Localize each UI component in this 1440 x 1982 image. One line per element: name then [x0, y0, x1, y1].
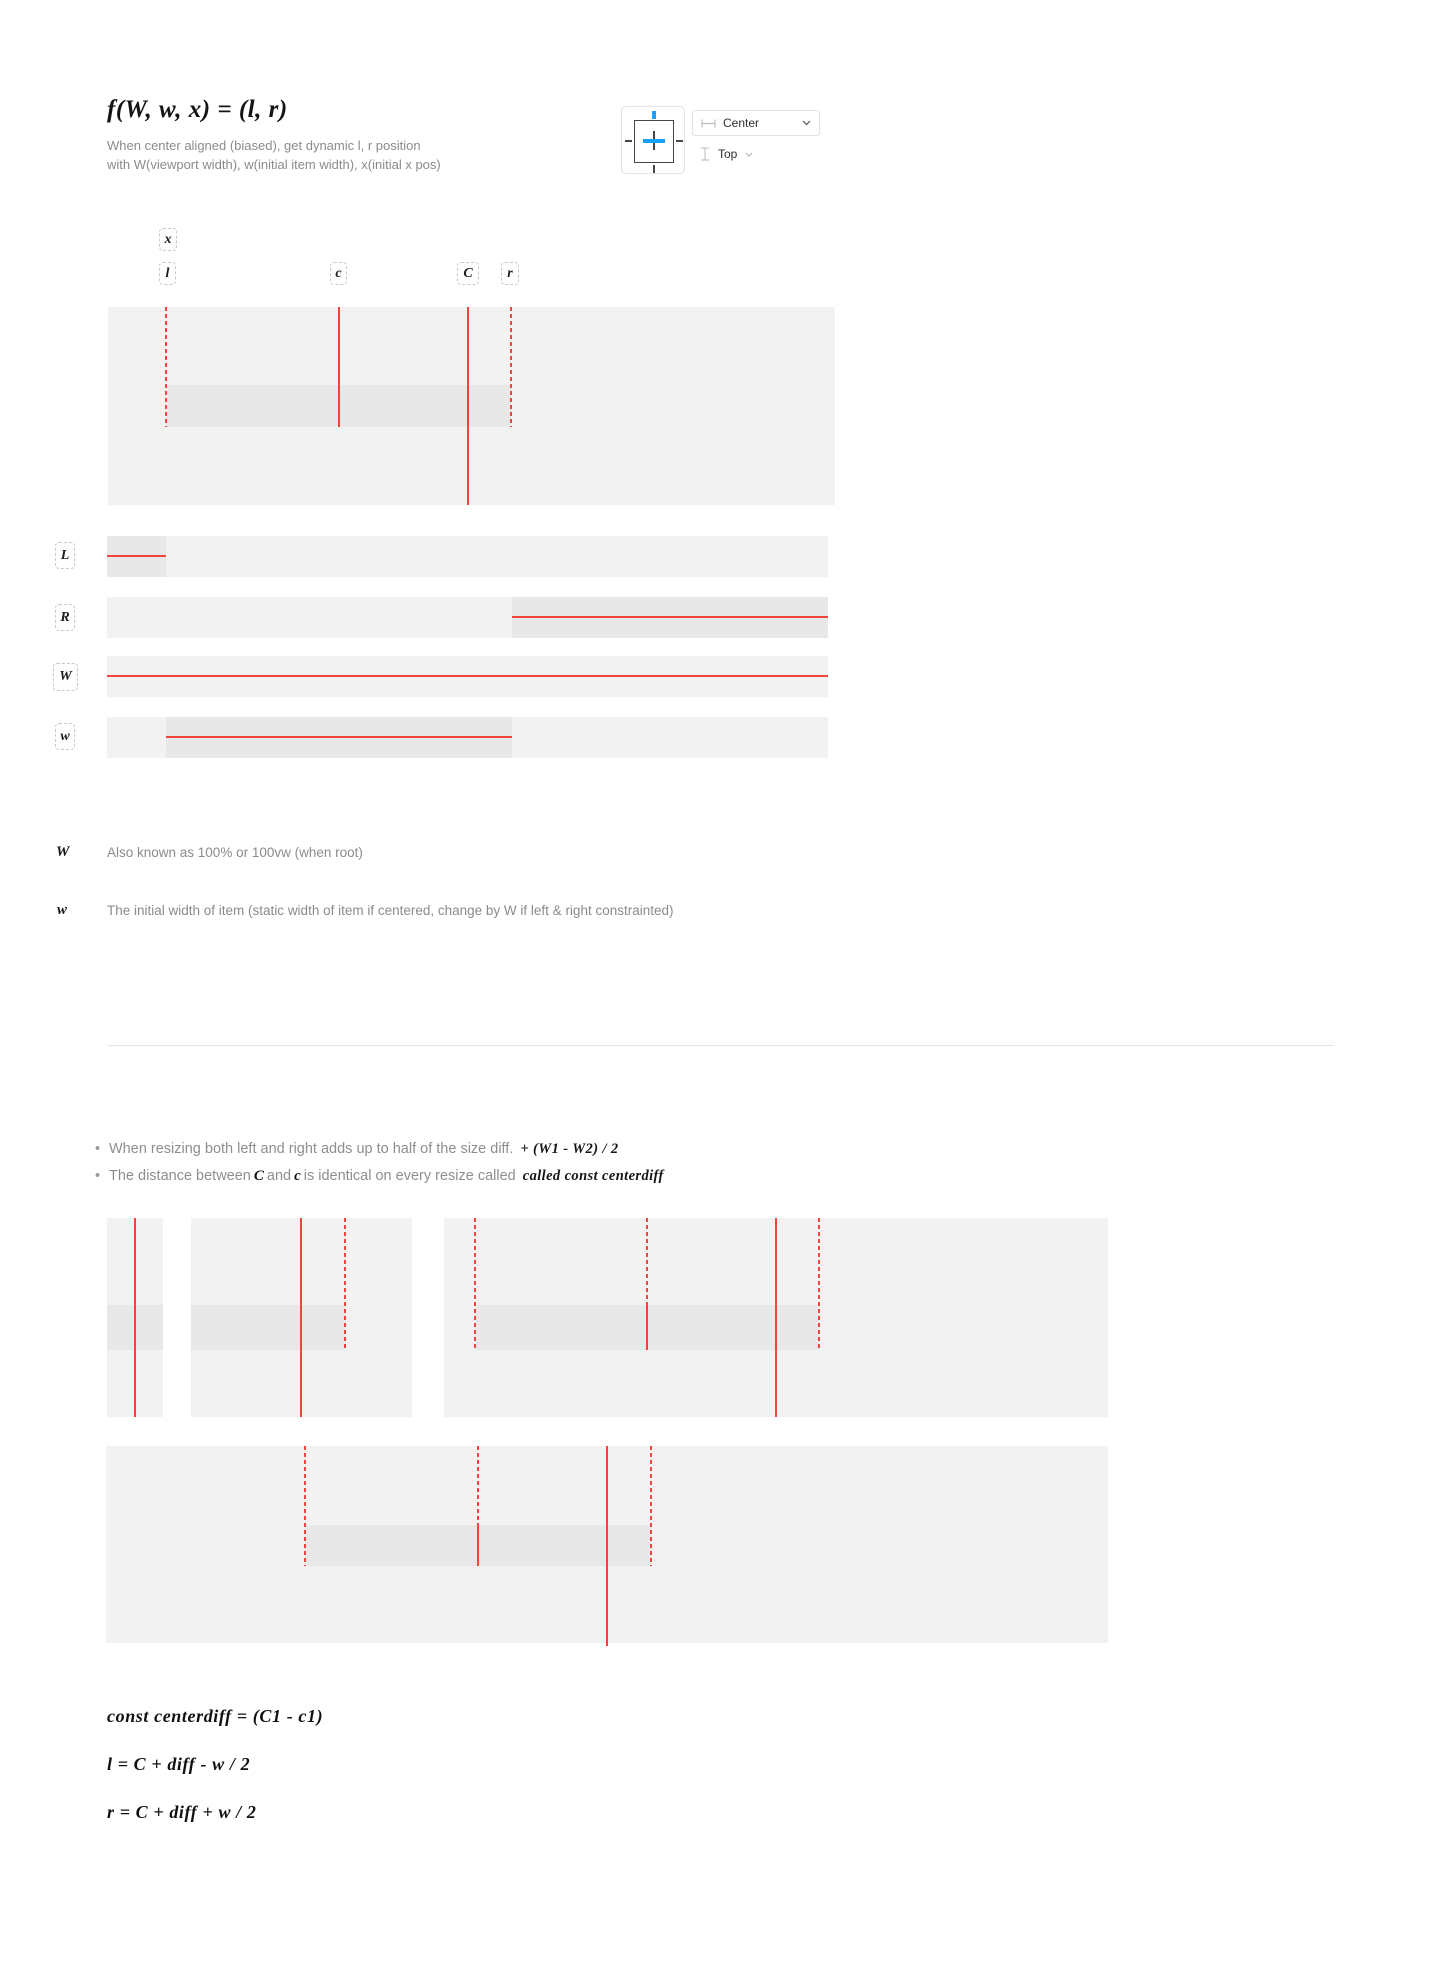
- chevron-down-icon[interactable]: [802, 120, 811, 126]
- page-title: f(W, w, x) = (l, r): [107, 96, 288, 123]
- line-C-solid: [134, 1218, 136, 1417]
- definition-w-term: w: [57, 902, 68, 918]
- row-R-segment: [512, 597, 828, 638]
- row-W-track: [107, 656, 828, 697]
- height-icon: [700, 147, 710, 161]
- row-L-track: [107, 536, 828, 577]
- line-l-dashed: [165, 307, 167, 427]
- line-C-solid: [606, 1446, 608, 1646]
- horizontal-constraint-value: Center: [723, 116, 760, 130]
- line-C-solid: [300, 1218, 302, 1417]
- row-W-measure-line: [107, 675, 828, 677]
- resize-example-small: [107, 1218, 163, 1417]
- horizontal-constraint-select[interactable]: [692, 110, 820, 136]
- bullet-2-var-C: C: [253, 1168, 264, 1184]
- subtitle-line-1: When center aligned (biased), get dynamic l, r position: [107, 138, 421, 153]
- label-x: x: [159, 228, 177, 251]
- bullet-2-formula: called const centerdiff: [522, 1168, 664, 1184]
- item-band: [191, 1305, 345, 1350]
- label-l: l: [159, 262, 176, 285]
- horizontal-center-bar[interactable]: [643, 139, 665, 143]
- definition-w-text: The initial width of item (static width of item if centered, change by W if left & right constrainted): [107, 903, 674, 918]
- line-c-solid-in-band: [477, 1525, 479, 1566]
- page-subtitle: [107, 136, 441, 174]
- row-L-segment: [107, 536, 166, 577]
- bottom-constraint-tick[interactable]: [653, 165, 655, 173]
- row-L-measure-line: [107, 555, 166, 557]
- section-divider: [107, 1045, 1334, 1046]
- formula-l: l = C + diff - w / 2: [107, 1754, 251, 1774]
- line-r-dashed: [344, 1218, 346, 1350]
- label-r: r: [501, 262, 519, 285]
- line-r-dashed: [650, 1446, 652, 1566]
- resize-example-medium: [191, 1218, 412, 1417]
- label-c: c: [330, 262, 347, 285]
- line-l-dashed: [474, 1218, 476, 1350]
- row-R-measure-line: [512, 616, 828, 618]
- row-label-W: W: [53, 663, 78, 691]
- right-constraint-tick[interactable]: [676, 140, 683, 142]
- vertical-constraint-select[interactable]: [700, 147, 753, 161]
- line-C-solid: [775, 1218, 777, 1417]
- measure-row-R: [107, 597, 828, 638]
- vertical-constraint-value: Top: [718, 147, 738, 161]
- list-item: [95, 1163, 995, 1190]
- resize-example-wide: [106, 1446, 1108, 1643]
- row-w-segment: [166, 717, 512, 758]
- definition-W-text: Also known as 100% or 100vw (when root): [107, 845, 363, 860]
- line-r-dashed: [510, 307, 512, 427]
- line-c-dashed-upper: [477, 1446, 479, 1525]
- row-label-L: L: [55, 542, 75, 569]
- row-label-w: w: [55, 723, 75, 750]
- fixed-width-icon: [701, 119, 716, 128]
- line-C-solid: [467, 307, 469, 505]
- left-constraint-tick[interactable]: [625, 140, 632, 142]
- formula-r: r = C + diff + w / 2: [107, 1802, 257, 1822]
- formula-centerdiff: const centerdiff = (C1 - c1): [107, 1706, 324, 1726]
- measure-row-w: [107, 717, 828, 758]
- viewport-rect-main: [108, 307, 835, 505]
- line-l-dashed: [304, 1446, 306, 1566]
- measure-row-L: [107, 536, 828, 577]
- definition-W-term: W: [56, 844, 70, 860]
- bullet-dot: •: [95, 1168, 101, 1184]
- constraints-widget: [621, 106, 685, 174]
- line-c-dashed-upper: [646, 1218, 648, 1305]
- bullet-2-part3: is identical on every resize called: [303, 1168, 516, 1184]
- top-constraint-tick[interactable]: [652, 111, 656, 119]
- bullet-2-part2: and: [266, 1168, 292, 1184]
- resize-example-large: [444, 1218, 1108, 1417]
- bullet-2-var-c: c: [294, 1168, 301, 1184]
- definition-W: [56, 843, 363, 861]
- bullet-dot: •: [95, 1141, 101, 1157]
- notes-list: [95, 1136, 995, 1190]
- label-C: C: [457, 262, 479, 285]
- line-c-solid-in-band: [646, 1305, 648, 1350]
- bullet-1-formula: + (W1 - W2) / 2: [520, 1141, 619, 1157]
- row-label-R: R: [55, 604, 75, 631]
- definition-w: [57, 901, 674, 919]
- measure-row-W: [107, 656, 828, 697]
- line-c-solid: [338, 307, 340, 427]
- list-item: [95, 1136, 995, 1163]
- bullet-2-part1: The distance between: [109, 1168, 251, 1184]
- bullet-1-text: When resizing both left and right adds up to half of the size diff.: [109, 1141, 514, 1157]
- row-w-measure-line: [166, 736, 512, 738]
- subtitle-line-2: with W(viewport width), w(initial item width), x(initial x pos): [107, 157, 441, 172]
- chevron-down-icon-small[interactable]: [745, 152, 753, 157]
- line-r-dashed: [818, 1218, 820, 1350]
